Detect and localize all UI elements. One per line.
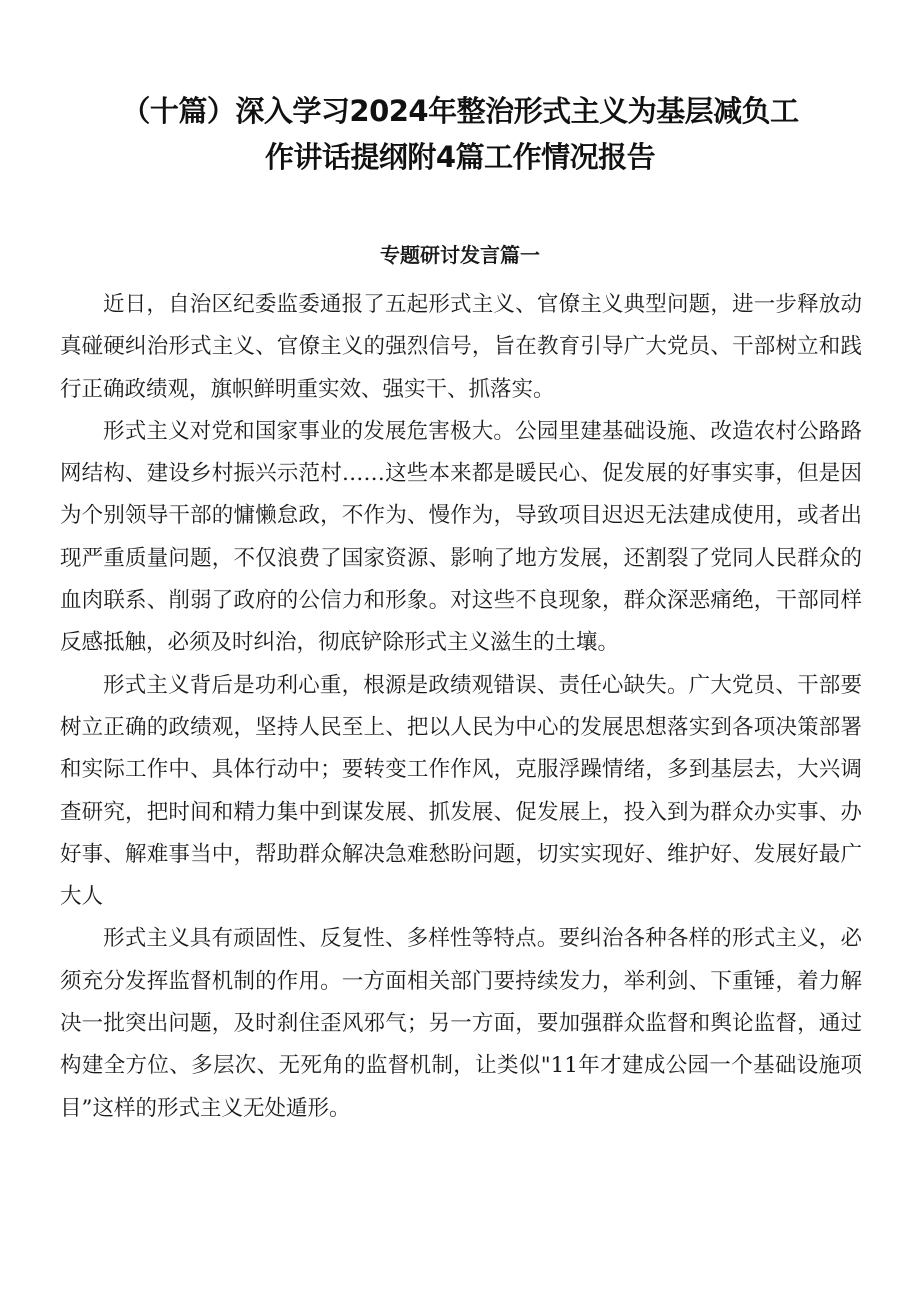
- paragraph-3: 形式主义背后是功利心重，根源是政绩观错误、责任心缺失。广大党员、干部要树立正确的政绩观，坚持人民至上、把以人民为中心的发展思想落实到各项决策部署和实际工作中、具体行动中；要转变工作作风，克服浮躁情绪，多到基层去，大兴调查研究，把时间和精力集中到谋发展、抓发展、促发展上，投入到为群众办实事、办好事、解难事当中，帮助群众解决急难愁盼问题，切实实现好、维护好、发展好最广大人: [60, 672, 862, 910]
- paragraph-2: 形式主义对党和国家事业的发展危害极大。公园里建基础设施、改造农村公路路网结构、建设乡村振兴示范村……这些本来都是暖民心、促发展的好事实事，但是因为个别领导干部的慵懒怠政，不作为、慢作为，导致项目迟迟无法建成使用，或者出现严重质量问题，不仅浪费了国家资源、影响了地方发展，还割裂了党同人民群众的血肉联系、削弱了政府的公信力和形象。对这些不良现象，群众深恶痛绝，干部同样反感抵触，必须及时纠治，彻底铲除形式主义滋生的土壤。: [60, 418, 862, 656]
- paragraph-4: 形式主义具有顽固性、反复性、多样性等特点。要纠治各种各样的形式主义，必须充分发挥监督机制的作用。一方面相关部门要持续发力，举利剑、下重锤，着力解决一批突出问题，及时刹住歪风邪气；另一方面，要加强群众监督和舆论监督，通过构建全方位、多层次、无死角的监督机制，让类似"11年才建成公园一个基础设施项目”这样的形式主义无处遁形。: [60, 926, 862, 1121]
- document-title-line-2: 作讲话提纲附4篇工作情况报告: [264, 140, 656, 174]
- document-title: [60, 88, 860, 180]
- document-body: [60, 284, 862, 1130]
- section-heading: 专题研讨发言篇一: [380, 243, 540, 267]
- document-title-line-1: （十篇）深入学习2024年整治形式主义为基层减负工: [121, 94, 799, 128]
- paragraph-1: 近日，自治区纪委监委通报了五起形式主义、官僚主义典型问题，进一步释放动真碰硬纠治形式主义、官僚主义的强烈信号，旨在教育引导广大党员、干部树立和践行正确政绩观，旗帜鲜明重实效、强实干、抓落实。: [60, 292, 862, 402]
